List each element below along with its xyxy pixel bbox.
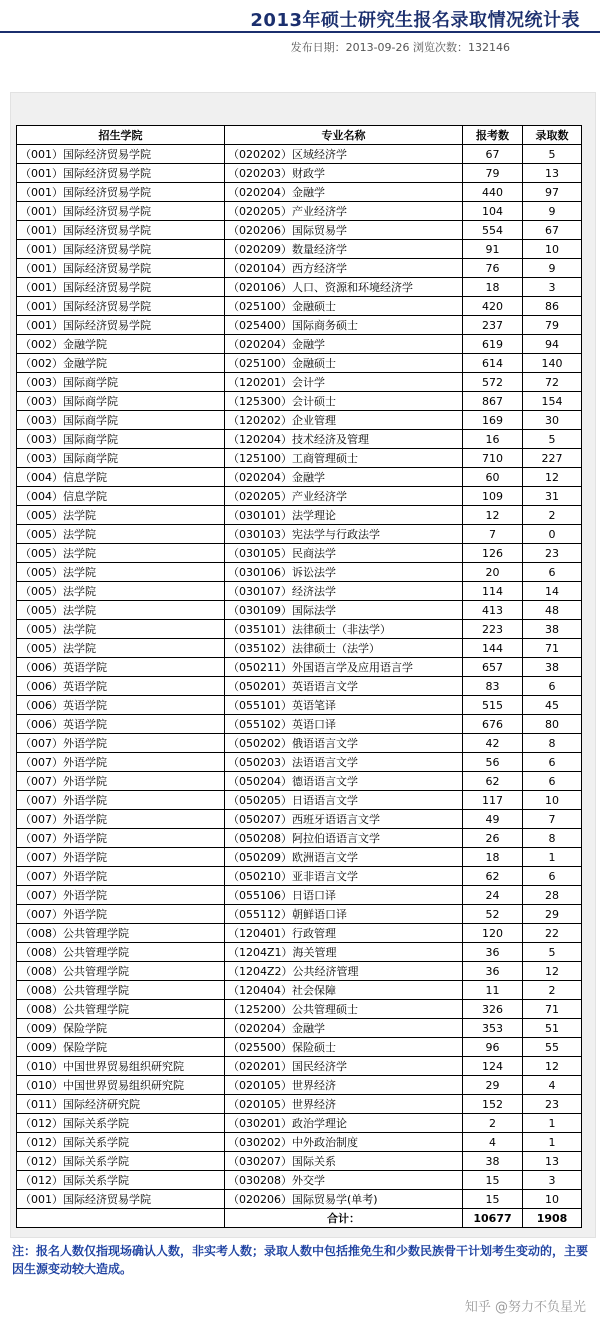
cell-major: （050201）英语语言文学 <box>225 677 463 696</box>
cell-admitted: 13 <box>523 1152 582 1171</box>
table-row <box>17 1190 582 1209</box>
table-row <box>17 696 582 715</box>
cell-applicants: 60 <box>463 468 523 487</box>
table-row <box>17 1133 582 1152</box>
cell-major: （050210）亚非语言文学 <box>225 867 463 886</box>
cell-college: （007）外语学院 <box>17 867 225 886</box>
cell-applicants: 144 <box>463 639 523 658</box>
table-row <box>17 487 582 506</box>
cell-admitted: 10 <box>523 791 582 810</box>
cell-applicants: 49 <box>463 810 523 829</box>
cell-applicants: 62 <box>463 772 523 791</box>
table-row <box>17 886 582 905</box>
cell-applicants: 29 <box>463 1076 523 1095</box>
cell-admitted: 8 <box>523 829 582 848</box>
table-row <box>17 734 582 753</box>
table-row <box>17 202 582 221</box>
cell-college: （003）国际商学院 <box>17 392 225 411</box>
cell-admitted: 10 <box>523 1190 582 1209</box>
cell-applicants: 96 <box>463 1038 523 1057</box>
cell-major: （050205）日语语言文学 <box>225 791 463 810</box>
table-row <box>17 620 582 639</box>
table-row <box>17 772 582 791</box>
cell-major: （1204Z2）公共经济管理 <box>225 962 463 981</box>
cell-applicants: 126 <box>463 544 523 563</box>
watermark: 知乎 @努力不负星光 <box>464 1300 586 1315</box>
cell-major: （030107）经济法学 <box>225 582 463 601</box>
cell-admitted: 71 <box>523 1000 582 1019</box>
cell-college: （005）法学院 <box>17 563 225 582</box>
table-row <box>17 240 582 259</box>
table-row <box>17 1038 582 1057</box>
cell-applicants: 120 <box>463 924 523 943</box>
cell-college: （005）法学院 <box>17 620 225 639</box>
cell-major: （020106）人口、资源和环境经济学 <box>225 278 463 297</box>
cell-college: （003）国际商学院 <box>17 411 225 430</box>
cell-major: （025500）保险硕士 <box>225 1038 463 1057</box>
cell-college: （002）金融学院 <box>17 335 225 354</box>
cell-major: （120202）企业管理 <box>225 411 463 430</box>
cell-major: （020202）区域经济学 <box>225 145 463 164</box>
cell-college: （012）国际关系学院 <box>17 1114 225 1133</box>
total-applicants: 10677 <box>463 1209 523 1228</box>
cell-college: （011）国际经济研究院 <box>17 1095 225 1114</box>
table-row <box>17 449 582 468</box>
cell-major: （055112）朝鲜语口译 <box>225 905 463 924</box>
cell-applicants: 24 <box>463 886 523 905</box>
cell-admitted: 5 <box>523 145 582 164</box>
table-row <box>17 278 582 297</box>
cell-admitted: 9 <box>523 259 582 278</box>
cell-major: （055106）日语口译 <box>225 886 463 905</box>
table-row <box>17 354 582 373</box>
table-row <box>17 544 582 563</box>
table-row <box>17 639 582 658</box>
cell-admitted: 9 <box>523 202 582 221</box>
cell-applicants: 117 <box>463 791 523 810</box>
cell-admitted: 51 <box>523 1019 582 1038</box>
cell-applicants: 18 <box>463 848 523 867</box>
table-row <box>17 1019 582 1038</box>
cell-applicants: 12 <box>463 506 523 525</box>
cell-major: （020206）国际贸易学 <box>225 221 463 240</box>
cell-college: （007）外语学院 <box>17 734 225 753</box>
table-row <box>17 867 582 886</box>
table-row <box>17 297 582 316</box>
cell-college: （005）法学院 <box>17 544 225 563</box>
cell-admitted: 6 <box>523 563 582 582</box>
cell-admitted: 12 <box>523 468 582 487</box>
table-row <box>17 164 582 183</box>
cell-applicants: 619 <box>463 335 523 354</box>
cell-admitted: 80 <box>523 715 582 734</box>
cell-applicants: 11 <box>463 981 523 1000</box>
cell-applicants: 62 <box>463 867 523 886</box>
cell-major: （020104）西方经济学 <box>225 259 463 278</box>
cell-admitted: 86 <box>523 297 582 316</box>
cell-admitted: 29 <box>523 905 582 924</box>
cell-applicants: 4 <box>463 1133 523 1152</box>
cell-admitted: 10 <box>523 240 582 259</box>
cell-applicants: 109 <box>463 487 523 506</box>
cell-college: （008）公共管理学院 <box>17 924 225 943</box>
cell-applicants: 440 <box>463 183 523 202</box>
table-row <box>17 1114 582 1133</box>
cell-major: （1204Z1）海关管理 <box>225 943 463 962</box>
table-row <box>17 1057 582 1076</box>
cell-college: （007）外语学院 <box>17 772 225 791</box>
cell-college: （006）英语学院 <box>17 696 225 715</box>
cell-college: （001）国际经济贸易学院 <box>17 145 225 164</box>
cell-college: （001）国际经济贸易学院 <box>17 221 225 240</box>
cell-applicants: 657 <box>463 658 523 677</box>
cell-applicants: 20 <box>463 563 523 582</box>
cell-college: （007）外语学院 <box>17 905 225 924</box>
cell-college: （003）国际商学院 <box>17 373 225 392</box>
cell-college: （007）外语学院 <box>17 848 225 867</box>
cell-major: （120404）社会保障 <box>225 981 463 1000</box>
cell-major: （030207）国际关系 <box>225 1152 463 1171</box>
cell-major: （035101）法律硕士（非法学） <box>225 620 463 639</box>
cell-admitted: 6 <box>523 867 582 886</box>
cell-admitted: 7 <box>523 810 582 829</box>
cell-major: （050207）西班牙语语言文学 <box>225 810 463 829</box>
cell-admitted: 6 <box>523 677 582 696</box>
cell-major: （055102）英语口译 <box>225 715 463 734</box>
cell-admitted: 30 <box>523 411 582 430</box>
cell-admitted: 14 <box>523 582 582 601</box>
cell-applicants: 15 <box>463 1190 523 1209</box>
cell-major: （050211）外国语言学及应用语言学 <box>225 658 463 677</box>
cell-admitted: 4 <box>523 1076 582 1095</box>
cell-major: （120201）会计学 <box>225 373 463 392</box>
cell-admitted: 22 <box>523 924 582 943</box>
cell-college: （001）国际经济贸易学院 <box>17 240 225 259</box>
cell-major: （025100）金融硕士 <box>225 297 463 316</box>
table-row <box>17 145 582 164</box>
cell-major: （050208）阿拉伯语语言文学 <box>225 829 463 848</box>
cell-applicants: 326 <box>463 1000 523 1019</box>
table-row <box>17 924 582 943</box>
cell-college: （001）国际经济贸易学院 <box>17 202 225 221</box>
cell-major: （120401）行政管理 <box>225 924 463 943</box>
table-row <box>17 259 582 278</box>
cell-admitted: 6 <box>523 753 582 772</box>
cell-applicants: 38 <box>463 1152 523 1171</box>
cell-admitted: 55 <box>523 1038 582 1057</box>
total-blank <box>17 1209 225 1228</box>
cell-college: （007）外语学院 <box>17 886 225 905</box>
col-header-applicants: 报考数 <box>463 126 523 145</box>
cell-admitted: 38 <box>523 658 582 677</box>
cell-applicants: 16 <box>463 430 523 449</box>
cell-major: （050204）德语语言文学 <box>225 772 463 791</box>
cell-college: （007）外语学院 <box>17 791 225 810</box>
cell-admitted: 5 <box>523 943 582 962</box>
table-row <box>17 829 582 848</box>
table-row <box>17 430 582 449</box>
cell-admitted: 45 <box>523 696 582 715</box>
table-row <box>17 715 582 734</box>
cell-admitted: 6 <box>523 772 582 791</box>
cell-major: （050202）俄语语言文学 <box>225 734 463 753</box>
cell-college: （004）信息学院 <box>17 487 225 506</box>
cell-applicants: 42 <box>463 734 523 753</box>
cell-admitted: 13 <box>523 164 582 183</box>
table-row <box>17 335 582 354</box>
cell-major: （030109）国际法学 <box>225 601 463 620</box>
cell-applicants: 76 <box>463 259 523 278</box>
table-row <box>17 582 582 601</box>
cell-major: （030201）政治学理论 <box>225 1114 463 1133</box>
cell-applicants: 67 <box>463 145 523 164</box>
cell-major: （020206）国际贸易学(单考) <box>225 1190 463 1209</box>
cell-major: （125100）工商管理硕士 <box>225 449 463 468</box>
cell-college: （003）国际商学院 <box>17 449 225 468</box>
total-admitted: 1908 <box>523 1209 582 1228</box>
cell-major: （020201）国民经济学 <box>225 1057 463 1076</box>
cell-applicants: 124 <box>463 1057 523 1076</box>
cell-applicants: 26 <box>463 829 523 848</box>
cell-admitted: 72 <box>523 373 582 392</box>
cell-major: （020205）产业经济学 <box>225 487 463 506</box>
table-row <box>17 316 582 335</box>
cell-applicants: 7 <box>463 525 523 544</box>
table-row <box>17 221 582 240</box>
cell-admitted: 1 <box>523 1114 582 1133</box>
cell-admitted: 2 <box>523 981 582 1000</box>
table-row <box>17 1000 582 1019</box>
cell-admitted: 12 <box>523 1057 582 1076</box>
cell-college: （005）法学院 <box>17 525 225 544</box>
cell-college: （010）中国世界贸易组织研究院 <box>17 1057 225 1076</box>
cell-applicants: 2 <box>463 1114 523 1133</box>
cell-applicants: 413 <box>463 601 523 620</box>
cell-major: （125300）会计硕士 <box>225 392 463 411</box>
cell-applicants: 614 <box>463 354 523 373</box>
cell-admitted: 67 <box>523 221 582 240</box>
cell-applicants: 420 <box>463 297 523 316</box>
cell-applicants: 104 <box>463 202 523 221</box>
cell-college: （007）外语学院 <box>17 829 225 848</box>
table-row <box>17 943 582 962</box>
cell-college: （012）国际关系学院 <box>17 1133 225 1152</box>
cell-admitted: 5 <box>523 430 582 449</box>
cell-college: （008）公共管理学院 <box>17 1000 225 1019</box>
cell-college: （005）法学院 <box>17 601 225 620</box>
cell-admitted: 1 <box>523 1133 582 1152</box>
cell-major: （020105）世界经济 <box>225 1095 463 1114</box>
cell-major: （030101）法学理论 <box>225 506 463 525</box>
table-row <box>17 962 582 981</box>
cell-major: （030202）中外政治制度 <box>225 1133 463 1152</box>
cell-college: （012）国际关系学院 <box>17 1171 225 1190</box>
table-row <box>17 810 582 829</box>
cell-major: （020205）产业经济学 <box>225 202 463 221</box>
col-header-college: 招生学院 <box>17 126 225 145</box>
cell-college: （004）信息学院 <box>17 468 225 487</box>
cell-college: （001）国际经济贸易学院 <box>17 1190 225 1209</box>
cell-college: （001）国际经济贸易学院 <box>17 278 225 297</box>
cell-major: （020209）数量经济学 <box>225 240 463 259</box>
table-row <box>17 506 582 525</box>
cell-college: （006）英语学院 <box>17 658 225 677</box>
cell-admitted: 97 <box>523 183 582 202</box>
page-header <box>0 0 600 64</box>
cell-major: （030106）诉讼法学 <box>225 563 463 582</box>
cell-admitted: 94 <box>523 335 582 354</box>
cell-admitted: 3 <box>523 1171 582 1190</box>
cell-admitted: 3 <box>523 278 582 297</box>
cell-admitted: 31 <box>523 487 582 506</box>
table-row <box>17 1076 582 1095</box>
cell-college: （010）中国世界贸易组织研究院 <box>17 1076 225 1095</box>
cell-admitted: 23 <box>523 1095 582 1114</box>
table-row <box>17 392 582 411</box>
cell-admitted: 71 <box>523 639 582 658</box>
cell-college: （008）公共管理学院 <box>17 943 225 962</box>
cell-applicants: 710 <box>463 449 523 468</box>
cell-college: （008）公共管理学院 <box>17 981 225 1000</box>
cell-admitted: 8 <box>523 734 582 753</box>
cell-applicants: 18 <box>463 278 523 297</box>
cell-college: （005）法学院 <box>17 582 225 601</box>
cell-major: （125200）公共管理硕士 <box>225 1000 463 1019</box>
cell-applicants: 79 <box>463 164 523 183</box>
cell-major: （030105）民商法学 <box>225 544 463 563</box>
cell-college: （001）国际经济贸易学院 <box>17 183 225 202</box>
cell-applicants: 515 <box>463 696 523 715</box>
footnote: 注：报名人数仅指现场确认人数，非实考人数；录取人数中包括推免生和少数民族骨干计划考生变动的，主要因生源变动较大造成。 <box>12 1244 589 1276</box>
cell-college: （009）保险学院 <box>17 1038 225 1057</box>
cell-major: （020203）财政学 <box>225 164 463 183</box>
table-row <box>17 905 582 924</box>
table-row <box>17 677 582 696</box>
table-row <box>17 981 582 1000</box>
cell-college: （002）金融学院 <box>17 354 225 373</box>
cell-admitted: 1 <box>523 848 582 867</box>
cell-admitted: 12 <box>523 962 582 981</box>
table-row <box>17 411 582 430</box>
col-header-admitted: 录取数 <box>523 126 582 145</box>
cell-college: （008）公共管理学院 <box>17 962 225 981</box>
table-row <box>17 563 582 582</box>
cell-major: （055101）英语笔译 <box>225 696 463 715</box>
table-row <box>17 1171 582 1190</box>
cell-major: （030208）外交学 <box>225 1171 463 1190</box>
cell-college: （007）外语学院 <box>17 753 225 772</box>
cell-applicants: 83 <box>463 677 523 696</box>
table-row <box>17 753 582 772</box>
cell-admitted: 0 <box>523 525 582 544</box>
cell-applicants: 353 <box>463 1019 523 1038</box>
cell-major: （030103）宪法学与行政法学 <box>225 525 463 544</box>
cell-college: （001）国际经济贸易学院 <box>17 297 225 316</box>
cell-applicants: 237 <box>463 316 523 335</box>
cell-college: （001）国际经济贸易学院 <box>17 164 225 183</box>
cell-major: （020105）世界经济 <box>225 1076 463 1095</box>
table-row <box>17 601 582 620</box>
cell-major: （020204）金融学 <box>225 335 463 354</box>
table-row <box>17 468 582 487</box>
cell-applicants: 36 <box>463 962 523 981</box>
cell-college: （006）英语学院 <box>17 677 225 696</box>
cell-admitted: 2 <box>523 506 582 525</box>
cell-applicants: 114 <box>463 582 523 601</box>
cell-applicants: 572 <box>463 373 523 392</box>
cell-applicants: 91 <box>463 240 523 259</box>
cell-college: （006）英语学院 <box>17 715 225 734</box>
table-row <box>17 1095 582 1114</box>
table-row <box>17 525 582 544</box>
table-row <box>17 373 582 392</box>
cell-admitted: 79 <box>523 316 582 335</box>
cell-college: （009）保险学院 <box>17 1019 225 1038</box>
col-header-major: 专业名称 <box>225 126 463 145</box>
cell-applicants: 223 <box>463 620 523 639</box>
cell-college: （005）法学院 <box>17 639 225 658</box>
cell-admitted: 227 <box>523 449 582 468</box>
cell-major: （020204）金融学 <box>225 468 463 487</box>
cell-college: （003）国际商学院 <box>17 430 225 449</box>
cell-admitted: 140 <box>523 354 582 373</box>
cell-admitted: 23 <box>523 544 582 563</box>
cell-major: （025100）金融硕士 <box>225 354 463 373</box>
cell-major: （020204）金融学 <box>225 1019 463 1038</box>
table-row <box>17 1152 582 1171</box>
table-row <box>17 658 582 677</box>
table-row <box>17 791 582 810</box>
cell-applicants: 52 <box>463 905 523 924</box>
table-row <box>17 848 582 867</box>
cell-applicants: 867 <box>463 392 523 411</box>
cell-applicants: 36 <box>463 943 523 962</box>
cell-major: （025400）国际商务硕士 <box>225 316 463 335</box>
publish-meta: 发布日期：2013-09-26 浏览次数：132146 <box>290 41 510 54</box>
cell-admitted: 28 <box>523 886 582 905</box>
title-divider <box>0 31 600 33</box>
cell-college: （005）法学院 <box>17 506 225 525</box>
total-row <box>17 1209 582 1228</box>
cell-applicants: 676 <box>463 715 523 734</box>
cell-college: （001）国际经济贸易学院 <box>17 259 225 278</box>
total-label: 合计： <box>225 1209 463 1228</box>
cell-applicants: 15 <box>463 1171 523 1190</box>
cell-admitted: 38 <box>523 620 582 639</box>
cell-major: （020204）金融学 <box>225 183 463 202</box>
cell-college: （007）外语学院 <box>17 810 225 829</box>
cell-college: （012）国际关系学院 <box>17 1152 225 1171</box>
cell-applicants: 56 <box>463 753 523 772</box>
cell-applicants: 554 <box>463 221 523 240</box>
cell-major: （120204）技术经济及管理 <box>225 430 463 449</box>
cell-major: （035102）法律硕士（法学） <box>225 639 463 658</box>
cell-applicants: 152 <box>463 1095 523 1114</box>
page-title: 2013年硕士研究生报名录取情况统计表 <box>250 10 580 31</box>
cell-applicants: 169 <box>463 411 523 430</box>
cell-major: （050209）欧洲语言文学 <box>225 848 463 867</box>
cell-major: （050203）法语语言文学 <box>225 753 463 772</box>
stats-table <box>16 125 582 1228</box>
cell-admitted: 154 <box>523 392 582 411</box>
table-row <box>17 183 582 202</box>
cell-admitted: 48 <box>523 601 582 620</box>
cell-college: （001）国际经济贸易学院 <box>17 316 225 335</box>
table-header-row <box>17 126 582 145</box>
